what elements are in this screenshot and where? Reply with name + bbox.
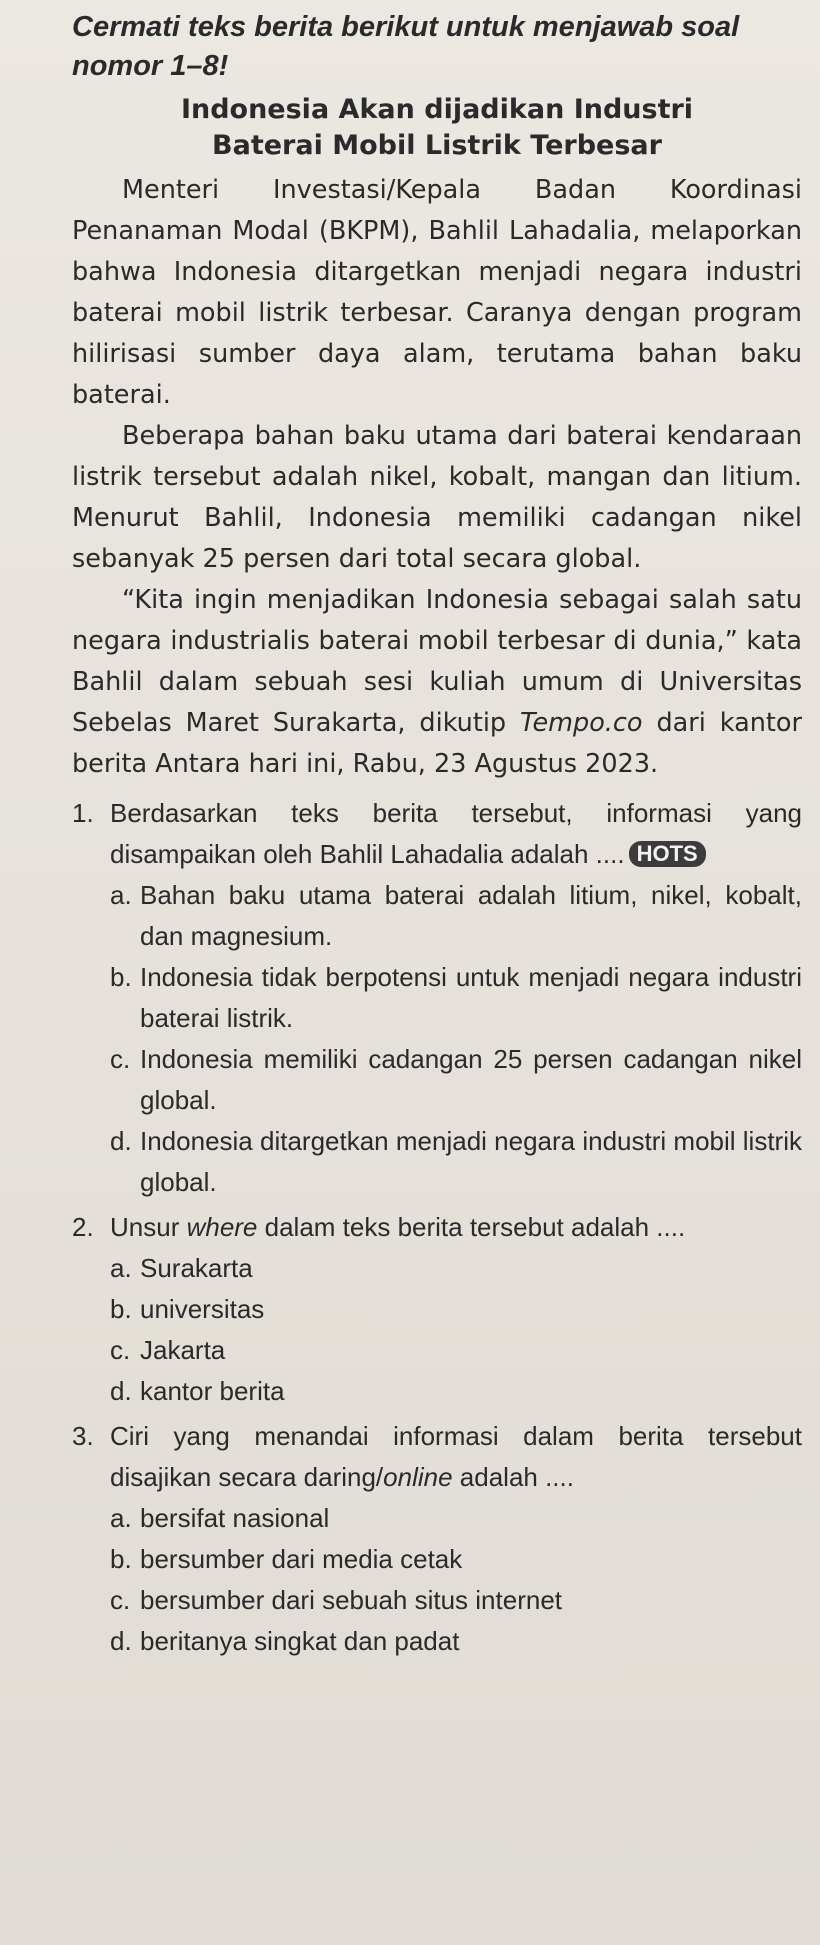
- option-letter: b.: [110, 1544, 132, 1574]
- question-3-text-a: Ciri yang menandai informasi dalam berita tersebut disajikan secara daring/: [110, 1421, 802, 1492]
- question-2-text-wrap: [110, 1207, 802, 1248]
- option-letter: d.: [110, 1376, 132, 1406]
- question-2-option-c[interactable]: [110, 1330, 802, 1371]
- question-3-number: 3.: [72, 1421, 94, 1451]
- instruction-text: Cermati teks berita berikut untuk menjawab soal nomor 1–8!: [72, 11, 740, 82]
- article-paragraph-2: Beberapa bahan baku utama dari baterai kendaraan listrik tersebut adalah nikel, kobalt, mangan dan litium. Menurut Bahlil, Indonesia memiliki cadangan nikel sebanyak 25 persen dari total secara global.: [72, 421, 802, 574]
- article-paragraph-3: [72, 580, 802, 785]
- option-text: Indonesia ditargetkan menjadi negara industri mobil listrik global.: [140, 1126, 802, 1197]
- option-text: Bahan baku utama baterai adalah litium, nikel, kobalt, dan magnesium.: [140, 880, 802, 951]
- option-letter: a.: [110, 1253, 132, 1283]
- question-1-options: [110, 875, 802, 1203]
- paragraph-3-text-b: dari kantor berita Antara hari ini, Rabu, 23 Agustus 2023.: [72, 708, 802, 779]
- option-letter: a.: [110, 1503, 132, 1533]
- article-body: [72, 170, 802, 785]
- question-3-keyword: online: [383, 1462, 453, 1492]
- article-paragraph-1: Menteri Investasi/Kepala Badan Koordinasi Penanaman Modal (BKPM), Bahlil Lahadalia, melaporkan bahwa Indonesia ditargetkan menjadi negara industri baterai mobil listrik terbesar. Caranya dengan program hilirisasi sumber daya alam, terutama bahan baku baterai.: [72, 175, 802, 410]
- question-3-option-c[interactable]: [110, 1580, 802, 1621]
- question-3-option-d[interactable]: [110, 1621, 802, 1662]
- option-letter: a.: [110, 880, 132, 910]
- option-text: Jakarta: [140, 1335, 226, 1365]
- option-text: universitas: [140, 1294, 265, 1324]
- option-text: beritanya singkat dan padat: [140, 1626, 460, 1656]
- question-2-number: 2.: [72, 1212, 94, 1242]
- option-letter: d.: [110, 1626, 132, 1656]
- question-1-option-d[interactable]: [110, 1121, 802, 1203]
- question-3-option-a[interactable]: [110, 1498, 802, 1539]
- question-1-option-c[interactable]: [110, 1039, 802, 1121]
- question-2-option-a[interactable]: [110, 1248, 802, 1289]
- question-1-number: 1.: [72, 798, 94, 828]
- question-3-options: [110, 1498, 802, 1662]
- article-title-line-1: Indonesia Akan dijadikan Industri: [180, 94, 694, 125]
- question-2-option-d[interactable]: [110, 1371, 802, 1412]
- option-letter: c.: [110, 1044, 131, 1074]
- option-text: Indonesia tidak berpotensi untuk menjadi negara industri baterai listrik.: [140, 962, 802, 1033]
- option-text: bersumber dari media cetak: [140, 1544, 463, 1574]
- article-title: [72, 92, 802, 164]
- question-1-option-b[interactable]: [110, 957, 802, 1039]
- option-text: kantor berita: [140, 1376, 285, 1406]
- option-letter: c.: [110, 1585, 131, 1615]
- question-3: [72, 1416, 802, 1662]
- option-letter: d.: [110, 1126, 132, 1156]
- question-2-option-b[interactable]: [110, 1289, 802, 1330]
- question-3-option-b[interactable]: [110, 1539, 802, 1580]
- question-1-text: Berdasarkan teks berita tersebut, informasi yang disampaikan oleh Bahlil Lahadalia adalah ....: [110, 798, 802, 869]
- option-letter: c.: [110, 1335, 131, 1365]
- option-text: Indonesia memiliki cadangan 25 persen cadangan nikel global.: [140, 1044, 802, 1115]
- question-list: [72, 793, 802, 1662]
- question-3-text-b: adalah ....: [452, 1462, 574, 1492]
- article-title-line-2: Baterai Mobil Listrik Terbesar: [212, 130, 662, 161]
- paragraph-3-text-a: “Kita ingin menjadikan Indonesia sebagai salah satu negara industrialis baterai mobil terbesar di dunia,” kata Bahlil dalam sebuah sesi kuliah umum di Universitas Sebelas Maret Surakarta, dikutip: [72, 585, 802, 738]
- question-2-text-a: Unsur: [110, 1212, 187, 1242]
- option-letter: b.: [110, 962, 132, 992]
- question-3-text-wrap: [110, 1416, 802, 1498]
- question-1-text-wrap: [110, 793, 802, 875]
- paragraph-3-source: Tempo.co: [520, 708, 643, 738]
- question-1-option-a[interactable]: [110, 875, 802, 957]
- option-text: bersifat nasional: [140, 1503, 330, 1533]
- option-letter: b.: [110, 1294, 132, 1324]
- question-2-keyword: where: [186, 1212, 258, 1242]
- question-1: [72, 793, 802, 1203]
- question-2-options: [110, 1248, 802, 1412]
- option-text: bersumber dari sebuah situs internet: [140, 1585, 563, 1615]
- question-2: [72, 1207, 802, 1412]
- option-text: Surakarta: [140, 1253, 253, 1283]
- hots-badge: HOTS: [629, 841, 706, 867]
- question-2-text-b: dalam teks berita tersebut adalah ....: [257, 1212, 686, 1242]
